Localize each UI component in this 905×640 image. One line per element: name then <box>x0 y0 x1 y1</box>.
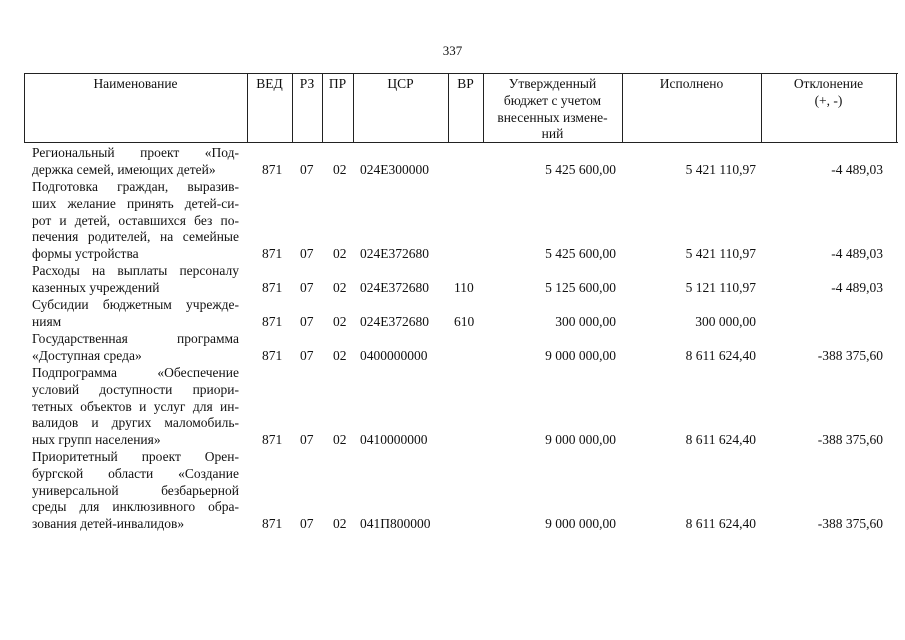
row-executed: 5 121 110,97 <box>685 280 756 295</box>
row-ved: 871 <box>262 432 283 447</box>
header-rz: РЗ <box>299 76 315 91</box>
header-budget: Утвержденный бюджет с учетом внесенных измене- ний <box>497 76 608 142</box>
column-divider <box>896 73 897 142</box>
row-budget: 9 000 000,00 <box>545 348 616 363</box>
row-vr: 110 <box>454 280 474 295</box>
row-vr: 610 <box>454 314 475 329</box>
row-csr: 0410000000 <box>360 432 428 447</box>
header-deviation: Отклонение (+, -) <box>793 76 864 108</box>
row-rz: 07 <box>300 246 314 261</box>
row-pr: 02 <box>333 246 347 261</box>
row-name: Приоритетный проект Орен- бургской области «Создание универсальной безбарьерной среды для инклюзивного обра- зования детей-инвалидов» <box>32 449 239 532</box>
row-budget: 9 000 000,00 <box>545 516 616 531</box>
row-budget: 5 125 600,00 <box>545 280 616 295</box>
row-executed: 8 611 624,40 <box>685 348 756 363</box>
header-vr: ВР <box>457 76 474 91</box>
row-pr: 02 <box>333 432 347 447</box>
row-rz: 07 <box>300 162 314 177</box>
row-name: Подпрограмма «Обеспечение условий доступности приори- тетных объектов и услуг для ин- валидов и других маломобиль- ных групп населения» <box>32 365 239 448</box>
header-name: Наименование <box>93 76 178 91</box>
row-csr: 024E300000 <box>360 162 429 177</box>
row-rz: 07 <box>300 348 314 363</box>
row-pr: 02 <box>333 348 347 363</box>
row-pr: 02 <box>333 314 347 329</box>
row-ved: 871 <box>262 516 283 531</box>
row-ved: 871 <box>262 246 283 261</box>
row-ved: 871 <box>262 162 283 177</box>
row-name: Региональный проект «Под- держка семей, имеющих детей» <box>32 145 239 177</box>
row-rz: 07 <box>300 516 314 531</box>
row-rz: 07 <box>300 432 314 447</box>
row-name: Субсидии бюджетным учрежде- ниям <box>32 297 239 329</box>
row-pr: 02 <box>333 516 347 531</box>
row-budget: 5 425 600,00 <box>545 162 616 177</box>
row-executed: 300 000,00 <box>695 314 756 329</box>
row-deviation: -388 375,60 <box>817 432 883 447</box>
page-number: 337 <box>442 43 463 58</box>
row-name: Подготовка граждан, выразив- ших желание принять детей-си- рот и детей, оставшихся без по- печения родителей, на семейные формы устройства <box>32 179 239 262</box>
row-ved: 871 <box>262 280 283 295</box>
row-budget: 5 425 600,00 <box>545 246 616 261</box>
header-pr: ПР <box>328 76 347 91</box>
row-csr: 024E372680 <box>360 246 429 261</box>
row-csr: 024E372680 <box>360 314 429 329</box>
row-budget: 300 000,00 <box>555 314 616 329</box>
row-deviation: -4 489,03 <box>831 162 883 177</box>
row-executed: 8 611 624,40 <box>685 516 756 531</box>
row-csr: 041П800000 <box>360 516 431 531</box>
row-csr: 0400000000 <box>360 348 428 363</box>
header-csr: ЦСР <box>387 76 414 91</box>
row-pr: 02 <box>333 162 347 177</box>
row-deviation: -388 375,60 <box>817 516 883 531</box>
row-rz: 07 <box>300 314 314 329</box>
row-ved: 871 <box>262 314 283 329</box>
row-deviation: -4 489,03 <box>831 246 883 261</box>
row-budget: 9 000 000,00 <box>545 432 616 447</box>
row-csr: 024E372680 <box>360 280 429 295</box>
header-executed: Исполнено <box>659 76 724 91</box>
row-executed: 5 421 110,97 <box>685 162 756 177</box>
row-name: Государственная программа «Доступная среда» <box>32 331 239 363</box>
row-deviation: -388 375,60 <box>817 348 883 363</box>
row-executed: 5 421 110,97 <box>685 246 756 261</box>
row-executed: 8 611 624,40 <box>685 432 756 447</box>
header-ved: ВЕД <box>256 76 283 91</box>
row-name: Расходы на выплаты персоналу казенных учреждений <box>32 263 239 295</box>
row-pr: 02 <box>333 280 347 295</box>
row-rz: 07 <box>300 280 314 295</box>
row-deviation: -4 489,03 <box>831 280 883 295</box>
row-ved: 871 <box>262 348 283 363</box>
